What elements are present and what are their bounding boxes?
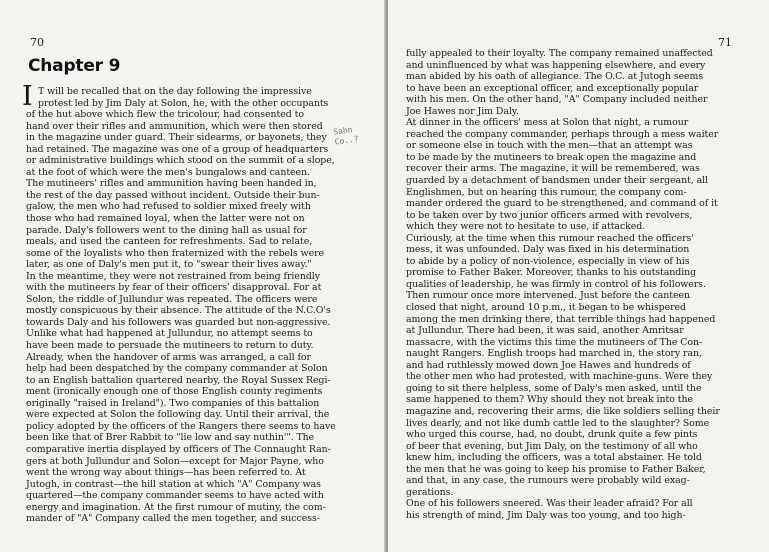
page-number-left: 70 (30, 36, 44, 49)
text-line: In the meantime, they were not restrained from being friendly (26, 270, 320, 282)
text-line: mander ordered the guard to be strengthened, and command of it (406, 198, 718, 210)
text-line: closed that night, around 10 p.m., it began to be whispered (406, 302, 686, 314)
text-line: policy adopted by the officers of the Rangers there seems to have (26, 420, 336, 432)
text-line: originally "raised in Ireland"). Two companies of this battalion (26, 397, 320, 409)
text-line: reached the company commander, perhaps through a mess waiter (406, 128, 719, 140)
text-line: among the men drinking there, that terrible things had happened (406, 313, 716, 325)
text-line: same happened to them? Why should they not break into the (406, 394, 693, 406)
text-line: Englishmen, but on hearing this rumour, the company com- (406, 186, 687, 198)
text-line: hand over their rifles and ammunition, which were then stored (26, 120, 323, 132)
text-line: the other men who had protested, with machine-guns. Were they (406, 371, 713, 383)
handwritten-margin-note: Sahn Co..? (332, 125, 360, 147)
text-line: qualities of leadership, he was firmly in control of his followers. (406, 278, 706, 290)
text-line: who urged this course, had, no doubt, drunk quite a few pints (406, 429, 698, 441)
text-line: of beer that evening, but Jim Daly, on the testimony of all who (406, 440, 698, 452)
text-line: those who had remained loyal, when the latter were not on (26, 213, 305, 225)
text-line: mostly conspicuous by their absence. The attitude of the N.C.O's (26, 305, 331, 317)
text-line: at the foot of which were the men's bungalows and canteen. (26, 166, 310, 178)
text-line: protest led by Jim Daly at Solon, he, with the other occupants (38, 97, 329, 109)
text-line: going to sit there helpless, some of Daly's men asked, until the (406, 382, 702, 394)
text-line: Solon, the riddle of Jullundur was repeated. The officers were (26, 293, 318, 305)
chapter-title: Chapter 9 (28, 56, 121, 76)
right-page (388, 0, 769, 552)
text-line: comparative inertia displayed by officers of The Connaught Ran- (26, 443, 331, 455)
text-line: to an English battalion quartered nearby, the Royal Sussex Regi- (26, 374, 331, 386)
text-line: have been made to persuade the mutineers to return to duty. (26, 340, 314, 352)
text-line: knew him, including the officers, was a total abstainer. He told (406, 452, 702, 464)
text-line: T will be recalled that on the day following the impressive (38, 86, 312, 97)
text-line: naught Rangers. English troops had marched in, the story ran, (406, 348, 702, 360)
right-lines (406, 48, 750, 521)
text-line: and had ruthlessly mowed down Joe Hawes and hundreds of (406, 359, 691, 371)
text-line: to abide by a policy of non-violence, especially in view of his (406, 255, 690, 267)
text-line: galow, the men who had refused to soldier mixed freely with (26, 201, 311, 213)
text-line: Already, when the handover of arms was arranged, a call for (26, 351, 311, 363)
text-line: guarded by a detachment of bandsmen under their sergeant, all (406, 175, 709, 187)
text-line: lives dearly, and not like dumb cattle led to the slaughter? Some (406, 417, 710, 429)
left-body-text (22, 81, 362, 525)
text-line: were expected at Solon the following day. Until their arrival, the (26, 409, 330, 421)
text-line: had retained. The magazine was one of a group of headquarters (26, 143, 329, 155)
page-number-right: 71 (718, 36, 732, 49)
text-line: the rest of the day passed without incident. Outside their bun- (26, 189, 320, 201)
text-line: or someone else in touch with the men—that an attempt was (406, 140, 693, 152)
text-line: at Jullundur. There had been, it was said, another Amritsar (406, 325, 684, 337)
text-line: of the hut above which flew the tricolour, had consented to (26, 109, 304, 121)
text-line: recover their arms. The magazine, it will be remembered, was (406, 163, 700, 175)
text-line: Then rumour once more intervened. Just before the canteen (406, 290, 690, 302)
text-line: Unlike what had happened at Jullundur, no attempt seems to (26, 328, 313, 340)
text-line: the men that he was going to keep his promise to Father Baker, (406, 463, 706, 475)
text-line: gerations. (406, 486, 454, 498)
text-line: or administrative buildings which stood on the summit of a slope, (26, 155, 335, 167)
text-line: some of the loyalists who then fraternized with the rebels were (26, 247, 325, 259)
text-line: magazine and, recovering their arms, die like soldiers selling their (406, 405, 720, 417)
text-line: fully appealed to their loyalty. The company remained unaffected (406, 48, 713, 59)
text-line: gers at both Jullundur and Solon—except for Major Payne, who (26, 455, 324, 467)
text-line: Jutogh, in contrast—the hill station at which "A" Company was (26, 478, 321, 490)
text-line: to be made by the mutineers to break open the magazine and (406, 151, 697, 163)
text-line: to be taken over by two junior officers armed with revolvers, (406, 209, 693, 221)
text-line: mander of "A" Company called the men together, and success- (26, 513, 320, 525)
text-line: and that, in any case, the rumours were probably wild exag- (406, 475, 690, 487)
right-body-text (406, 48, 750, 521)
drop-cap: I (22, 81, 33, 112)
text-line: which they were not to hesitate to use, if attacked. (406, 221, 646, 233)
left-lines (26, 86, 362, 525)
text-line: in the magazine under guard. Their sidearms, or bayonets, they (26, 132, 327, 144)
text-line: went the wrong way about things—has been referred to. At (26, 467, 306, 479)
text-line: parade. Daly's followers went to the dining hall as usual for (26, 224, 307, 236)
text-line: help had been despatched by the company commander at Solon (26, 363, 328, 375)
text-line: Joe Hawes nor Jim Daly. (406, 105, 519, 117)
text-line: with his men. On the other hand, "A" Company included neither (406, 94, 708, 106)
text-line: ment (ironically enough one of those English county regiments (26, 386, 323, 398)
text-line: energy and imagination. At the first rumour of mutiny, the com- (26, 501, 326, 513)
text-line: towards Daly and his followers was guarded but non-aggressive. (26, 316, 331, 328)
text-line: meals, and used the canteen for refreshments. Sad to relate, (26, 236, 313, 248)
text-line: later, as one of Daly's men put it, to "swear their lives away." (26, 259, 312, 271)
text-line: promise to Father Baker. Moreover, thanks to his outstanding (406, 267, 697, 279)
text-line: his strength of mind, Jim Daly was too young, and too high- (406, 509, 686, 521)
text-line: mess, it was unfounded. Daly was fixed in his determination (406, 244, 690, 256)
text-line: At dinner in the officers' mess at Solon that night, a rumour (406, 117, 689, 129)
text-line: quartered—the company commander seems to have acted with (26, 490, 324, 502)
text-line: The mutineers' rifles and ammunition having been handed in, (26, 178, 317, 190)
text-line: been like that of Brer Rabbit to "lie low and say nuthin'". The (26, 432, 315, 444)
text-line: One of his followers sneered. Was their leader afraid? For all (406, 498, 693, 510)
text-line: and uninfluenced by what was happening elsewhere, and every (406, 59, 706, 71)
text-line: Curiously, at the time when this rumour reached the officers' (406, 232, 694, 244)
text-line: to have been an exceptional officer, and exceptionally popular (406, 82, 699, 94)
text-line: with the mutineers by fear of their officers' disapproval. For at (26, 282, 322, 294)
text-line: man abided by his oath of allegiance. The O.C. at Jutogh seems (406, 71, 704, 83)
text-line: massacre, with the victims this time the mutineers of The Con- (406, 336, 703, 348)
